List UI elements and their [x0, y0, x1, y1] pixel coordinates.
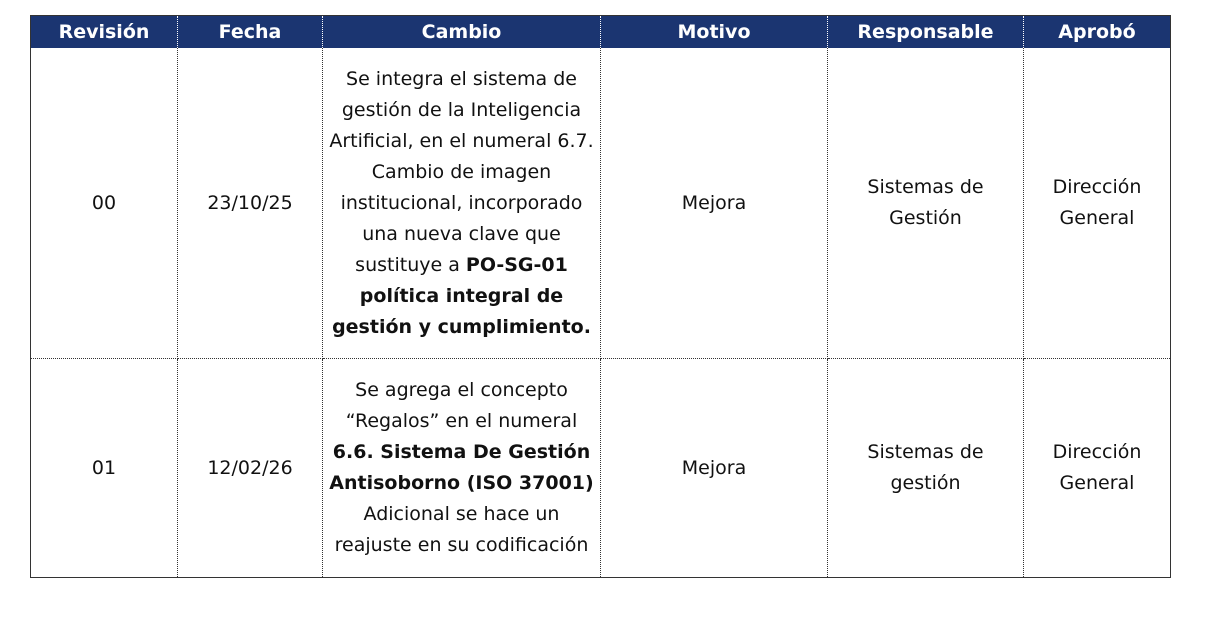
change-cell: [323, 48, 601, 359]
reason-cell: Mejora: [601, 359, 828, 578]
change-cell: [323, 359, 601, 578]
approved-cell: Dirección General: [1024, 48, 1171, 359]
revision-history-table: [30, 15, 1171, 578]
approved-cell: Dirección General: [1024, 359, 1171, 578]
date-cell: 12/02/26: [178, 359, 323, 578]
reason-cell: Mejora: [601, 48, 828, 359]
table-row: [31, 359, 1171, 578]
responsible-cell: Sistemas de gestión: [828, 359, 1024, 578]
table-header-row: [31, 16, 1171, 49]
change-text-after: Adicional se hace un reajuste en su codificación: [334, 503, 589, 556]
change-bold-text: PO-SG-01 política integral de gestión y cumplimiento.: [332, 253, 591, 338]
header-reason: Motivo: [601, 16, 828, 49]
header-date: Fecha: [178, 16, 323, 49]
change-bold-text: 6.6. Sistema De Gestión Antisoborno (ISO 37001): [329, 441, 594, 494]
header-revision: Revisión: [31, 16, 178, 49]
header-approved: Aprobó: [1024, 16, 1171, 49]
header-responsible: Responsable: [828, 16, 1024, 49]
table-row: [31, 48, 1171, 359]
change-text: Se integra el sistema de gestión de la Inteligencia Artificial, en el numeral 6.7. Cambio de imagen institucional, incorporado una nueva clave que sustituye a: [329, 67, 594, 276]
revision-cell: 01: [31, 359, 178, 578]
change-text: Se agrega el concepto “Regalos” en el numeral: [345, 379, 578, 432]
revision-cell: 00: [31, 48, 178, 359]
date-cell: 23/10/25: [178, 48, 323, 359]
header-change: Cambio: [323, 16, 601, 49]
responsible-cell: Sistemas de Gestión: [828, 48, 1024, 359]
